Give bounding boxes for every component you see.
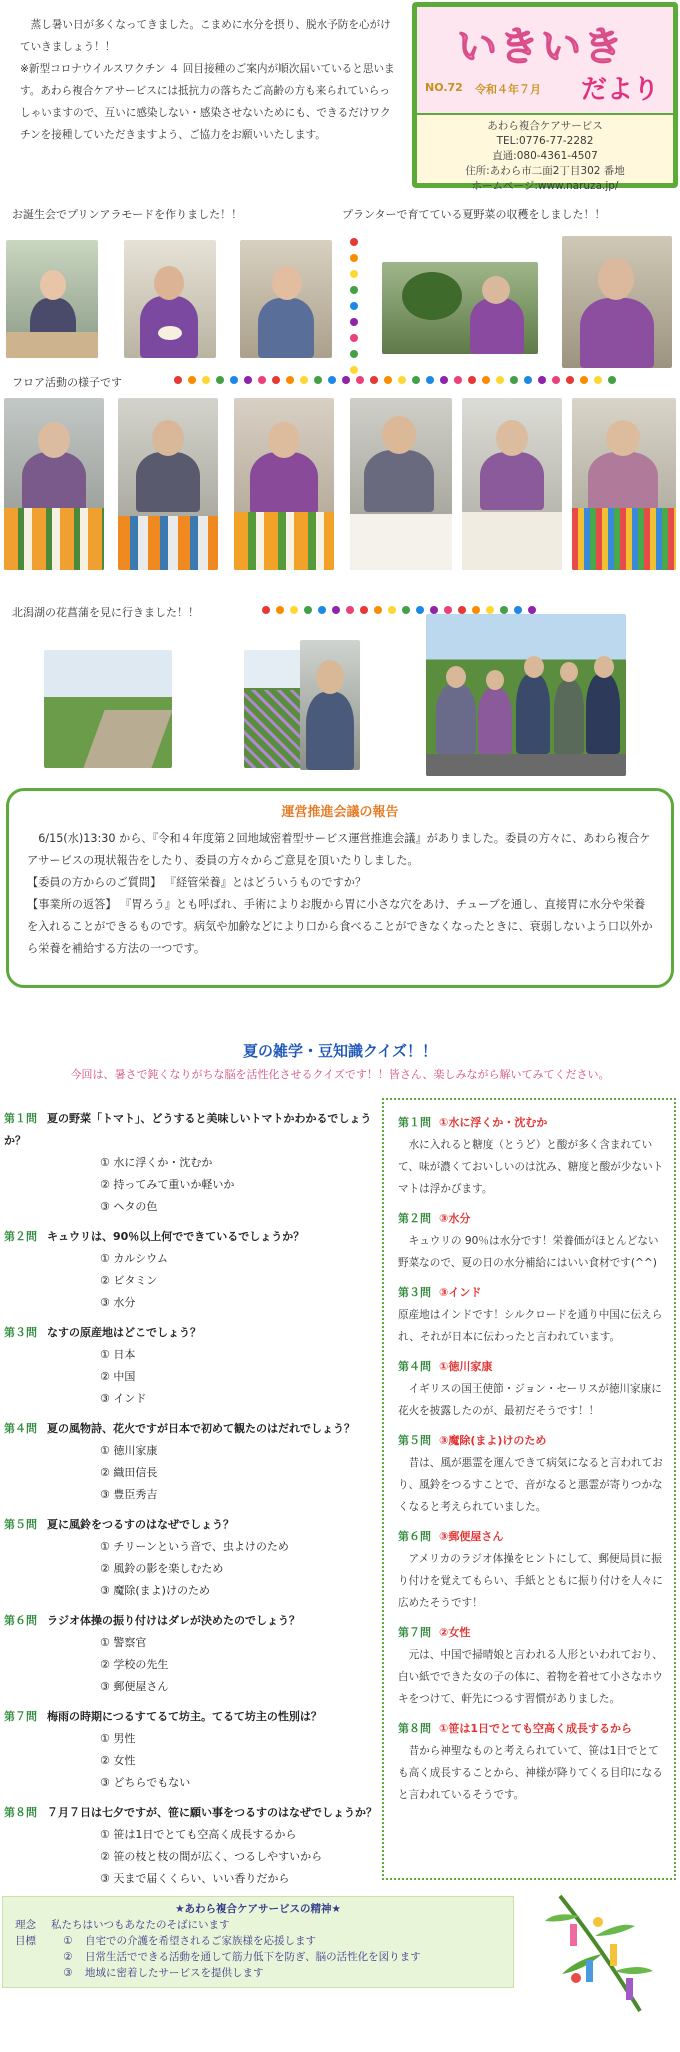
answer-6 <box>398 1526 664 1614</box>
photo-floor-4 <box>350 398 452 570</box>
question-number: 第５問 <box>4 1518 37 1531</box>
question-text: キュウリは、90％以上何でできているでしょうか？ <box>47 1230 305 1243</box>
answer-1 <box>398 1112 664 1200</box>
goal-number: ② <box>63 1951 73 1963</box>
photo-birthday-2 <box>124 240 216 358</box>
philosophy-text: 私たちはいつもあなたのそばにいます <box>51 1919 230 1931</box>
goal-number: ③ <box>63 1967 73 1979</box>
dots-row-floor <box>174 376 616 384</box>
question-3 <box>4 1322 380 1410</box>
question-6 <box>4 1610 380 1698</box>
option: ② 風鈴の影を楽しむため <box>100 1562 224 1575</box>
answer-number: 第２問 <box>398 1212 431 1225</box>
photo-hokutan-group <box>426 614 626 776</box>
newsletter-subtitle: だより <box>580 75 659 105</box>
photo-floor-6 <box>572 398 676 570</box>
answer-2 <box>398 1208 664 1274</box>
photo-hokutan-1 <box>44 650 172 768</box>
philosophy-label: 理念 <box>15 1919 36 1931</box>
option: ① 笹は1日でとても空高く成長するから <box>100 1828 297 1841</box>
option: ③ インド <box>100 1392 147 1405</box>
option: ② 笹の枝と枝の間が広く、つるしやすいから <box>100 1850 323 1863</box>
goal-text: 日常生活でできる活動を通して筋力低下を防ぎ、脳の活性化を図ります <box>85 1951 421 1963</box>
answer-explanation: イギリスの国王使節・ジョン・セーリスが徳川家康に花火を披露したのが、最初だそうです！！ <box>398 1383 662 1417</box>
option: ① カルシウム <box>100 1252 168 1265</box>
quiz-title: 夏の雑学・豆知識クイズ！！ <box>242 1042 438 1060</box>
newsletter-title: いきいき <box>457 24 625 70</box>
answer-explanation: キュウリの 90％は水分です！栄養価がほとんどない野菜なので、夏の日の水分補給にはいい食材です(^^) <box>398 1235 659 1269</box>
question-text: 夏の野菜「トマト」、どうすると美味しいトマトかわかるでしょうか？ <box>4 1112 372 1147</box>
question-8 <box>4 1802 380 1890</box>
quiz-questions <box>4 1108 380 1898</box>
question-4 <box>4 1418 380 1506</box>
option: ② ビタミン <box>100 1274 158 1287</box>
homepage-link[interactable]: ホームページ:www.naruza.jp/ <box>471 180 619 192</box>
option: ② 織田信長 <box>100 1466 158 1479</box>
dots-row-hokutan <box>262 606 536 614</box>
goals-label: 目標 <box>15 1935 36 1947</box>
question-text: 夏に風鈴をつるすのはなぜでしょう？ <box>47 1518 234 1531</box>
question-text: 夏の風物詩、花火ですが日本で初めて観たのはだれでしょう？ <box>47 1422 355 1435</box>
option: ② 学校の先生 <box>100 1658 169 1671</box>
answer-explanation: 昔から神聖なものと考えられていて、笹は1日でとても高く成長することから、神様が降りてくる目印になると言われているそうです。 <box>398 1745 663 1801</box>
quiz-answers <box>382 1098 676 1880</box>
question-number: 第７問 <box>4 1710 37 1723</box>
goal-text: 地域に密着したサービスを提供します <box>85 1967 264 1979</box>
birthday-caption: お誕生会でプリンアラモードを作りました！！ <box>12 208 243 221</box>
question-1 <box>4 1108 380 1218</box>
answer-number: 第１問 <box>398 1116 431 1129</box>
issue-number: NO.72 <box>425 81 463 94</box>
photo-hokutan-person <box>300 640 360 770</box>
answer-3 <box>398 1282 664 1348</box>
option: ① 日本 <box>100 1348 136 1361</box>
address: 住所:あわら市二面2丁目302 番地 <box>465 165 625 177</box>
question-number: 第４問 <box>4 1422 37 1435</box>
answer-choice: ③郵便屋さん <box>439 1530 504 1543</box>
dots-vertical <box>350 238 358 374</box>
intro-paragraph-1: 蒸し暑い日が多くなってきました。こまめに水分を摂り、脱水予防を心がけていきましょう！！ <box>20 19 391 53</box>
meeting-report <box>6 788 674 988</box>
masthead-title-area <box>417 7 673 113</box>
question-text: ラジオ体操の振り付けはダレが決めたのでしょう？ <box>47 1614 300 1627</box>
goal-number: ① <box>63 1935 73 1947</box>
report-question: 【委員の方からのご質問】 『経管栄養』とはどういうものですか？ <box>27 876 367 889</box>
spirit-title: ★あわら複合ケアサービスの精神★ <box>175 1903 341 1915</box>
answer-number: 第４問 <box>398 1360 431 1373</box>
photo-birthday-1 <box>6 240 98 358</box>
answer-explanation: 元は、中国で掃晴娘と言われる人形といわれており、白い紙でできた女の子の体に、着物を着せて小さなホウキをつけて、軒先につるす習慣がありました。 <box>398 1649 663 1705</box>
answer-7 <box>398 1622 664 1710</box>
option: ① 徳川家康 <box>100 1444 158 1457</box>
report-paragraph-1: 6/15(水)13:30 から、『令和４年度第２回地域密着型サービス運営推進会議』がありました。委員の方々に、あわら複合ケアサービスの現状報告をしたり、委員の方々からご意見を頂いたりしました。 <box>27 832 651 867</box>
option: ③ ヘタの色 <box>100 1200 158 1213</box>
option: ① 水に浮くか・沈むか <box>100 1156 213 1169</box>
goal-text: 自宅での介護を希望されるご家族様を応援します <box>85 1935 316 1947</box>
newsletter-masthead <box>412 2 678 192</box>
answer-4 <box>398 1356 664 1422</box>
question-5 <box>4 1514 380 1602</box>
answer-number: 第８問 <box>398 1722 431 1735</box>
answer-number: 第３問 <box>398 1286 431 1299</box>
question-number: 第１問 <box>4 1112 37 1125</box>
contact-info <box>417 113 673 192</box>
answer-explanation: アメリカのラジオ体操をヒントにして、郵便局員に振り付けを覚えてもらい、手紙とともに振り付けを人々に広めたそうです！ <box>398 1553 663 1609</box>
answer-choice: ①笹は1日でとても空高く成長するから <box>439 1722 632 1735</box>
goal-row <box>15 1965 501 1981</box>
option: ③ 郵便屋さん <box>100 1680 169 1693</box>
option: ② 持ってみて重いか軽いか <box>100 1178 235 1191</box>
photo-floor-1 <box>4 398 104 570</box>
direct-phone: 直通:080-4361-4507 <box>492 150 598 162</box>
photo-floor-5 <box>462 398 562 570</box>
floor-caption: フロア活動の様子です <box>12 376 122 389</box>
answer-choice: ③魔除(まよ)けのため <box>439 1434 547 1447</box>
answer-choice: ②女性 <box>439 1626 471 1639</box>
photo-floor-2 <box>118 398 218 570</box>
question-number: 第３問 <box>4 1326 37 1339</box>
report-title: 運営推進会議の報告 <box>281 805 399 820</box>
answer-5 <box>398 1430 664 1518</box>
question-number: 第２問 <box>4 1230 37 1243</box>
answer-explanation: 昔は、風が悪霊を運んできて病気になると言われており、風鈴をつるすことで、音がなると悪霊が寄りつかなくなると考えられていました。 <box>398 1457 663 1513</box>
photo-floor-3 <box>234 398 334 570</box>
intro-paragraph-2: ※新型コロナウイルスワクチン ４ 回目接種のご案内が順次届いていると思います。あわら複合ケアサービスには抵抗力の落ちたご高齢の方も来られていらっしゃいますので、互いに感染しない・感染させないためにも、できるだけワクチンを接種していただきますよう、ご協力をお願いいたします。 <box>20 63 395 141</box>
answer-explanation: 水に入れると糖度（とうど）と酸が多く含まれていて、味が濃くておいしいのは沈み、糖度と酸が少ないトマトは浮かびます。 <box>398 1139 664 1195</box>
answer-number: 第６問 <box>398 1530 431 1543</box>
option: ③ 魔除(まよ)けのため <box>100 1584 210 1597</box>
answer-choice: ③水分 <box>439 1212 471 1225</box>
answer-choice: ③インド <box>439 1286 482 1299</box>
option: ③ 豊臣秀吉 <box>100 1488 158 1501</box>
company-spirit <box>2 1896 514 1988</box>
option: ③ どちらでもない <box>100 1776 191 1789</box>
photo-planter-2 <box>562 236 672 368</box>
question-text: ７月７日は七夕ですが、笹に願い事をつるすのはなぜでしょうか？ <box>47 1806 377 1819</box>
option: ① チリーンという音で、虫よけのため <box>100 1540 289 1553</box>
question-number: 第６問 <box>4 1614 37 1627</box>
tanabata-bamboo-icon <box>540 1886 660 2016</box>
question-number: 第８問 <box>4 1806 37 1819</box>
answer-8 <box>398 1718 664 1806</box>
intro-text <box>6 6 406 188</box>
question-text: なすの原産地はどこでしょう？ <box>47 1326 201 1339</box>
photo-birthday-3 <box>240 240 332 358</box>
option: ① 警察官 <box>100 1636 147 1649</box>
phone: TEL:0776-77-2282 <box>496 135 594 147</box>
planter-caption: プランターで育てている夏野菜の収穫をしました！！ <box>342 208 606 221</box>
answer-number: 第５問 <box>398 1434 431 1447</box>
option: ③ 水分 <box>100 1296 136 1309</box>
report-answer: 【事業所の返答】 『胃ろう』とも呼ばれ、手術によりお腹から胃に小さな穴をあけ、チューブを通し、直接胃に水分や栄養を入れることができるものです。病気や加齢などにより口から食べることができなくなったときに、衰弱しないよう口以外から栄養を補給する方法の一つです。 <box>27 898 653 955</box>
answer-choice: ①水に浮くか・沈むか <box>439 1116 548 1129</box>
goal-row <box>15 1949 501 1965</box>
philosophy-row <box>15 1917 501 1933</box>
answer-explanation: 原産地はインドです！シルクロードを通り中国に伝えられ、それが日本に伝わったと言われています。 <box>398 1309 663 1343</box>
answer-number: 第７問 <box>398 1626 431 1639</box>
question-2 <box>4 1226 380 1314</box>
option: ② 中国 <box>100 1370 136 1383</box>
question-7 <box>4 1706 380 1794</box>
org-name: あわら複合ケアサービス <box>487 120 603 132</box>
quiz-subtitle: 今回は、暑さで鈍くなりがちな脳を活性化させるクイズです！！皆さん、楽しみながら解いてみてください。 <box>70 1068 610 1081</box>
photo-planter-1 <box>382 262 538 354</box>
option: ① 男性 <box>100 1732 136 1745</box>
answer-choice: ①徳川家康 <box>439 1360 493 1373</box>
hokutan-caption: 北潟湖の花菖蒲を見に行きました！！ <box>12 606 199 619</box>
option: ② 女性 <box>100 1754 136 1767</box>
question-text: 梅雨の時期につるすてるて坊主。てるて坊主の性別は？ <box>47 1710 322 1723</box>
issue-date: 令和４年７月 <box>475 83 541 96</box>
goal-row <box>15 1933 501 1949</box>
option: ③ 天まで届くくらい、いい香りだから <box>100 1872 290 1885</box>
